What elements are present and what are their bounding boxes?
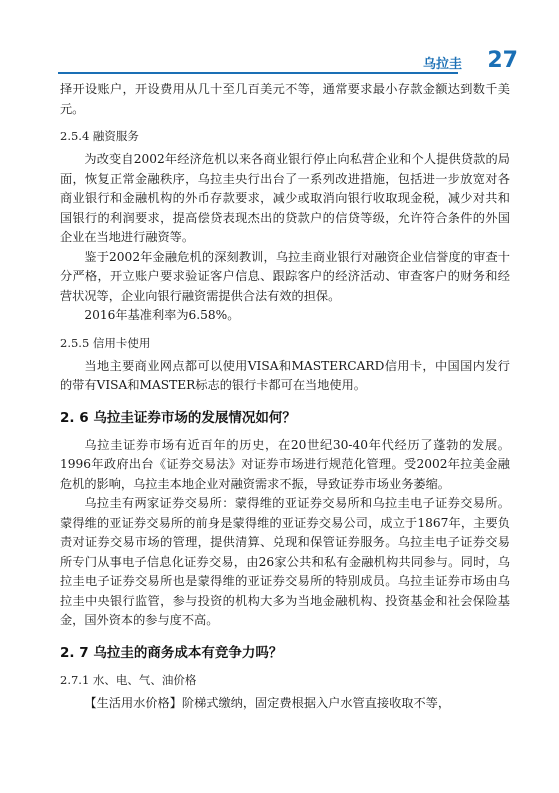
paragraph: 【生活用水价格】阶梯式缴纳，固定费根据入户水管直接收取不等， — [84, 695, 451, 710]
running-header-title: 乌拉圭 — [422, 57, 462, 72]
page-header — [58, 48, 518, 78]
section-heading: 2. 6 乌拉圭证券市场的发展情况如何？ — [60, 409, 296, 426]
paragraph: 2016年基准利率为6.58%。 — [84, 308, 240, 322]
subsection-heading: 2.5.5 信用卡使用 — [60, 335, 151, 350]
paragraph: 乌拉圭有两家证券交易所：蒙得维的亚证券交易所和乌拉圭电子证券交易所。蒙得维的亚证券交易所的前身是蒙得维的亚证券交易公司，成立于1867年，主要负责对证券交易市场的管理，提供清算、兑现和保管证券服务。乌拉圭电子证券交易所专门从事电子信息化证券交易，由26家公共和私有金融机构共同参与。同时，乌拉圭电子证券交易所也是蒙得维的亚证券交易所的特别成员。乌拉圭证券市场由乌拉圭中央银行监管，参与投资的机构大多为当地金融机构、投资基金和社会保险基金，国外资本的参与度不高。 — [60, 496, 510, 627]
subsection-heading: 2.5.4 融资服务 — [60, 129, 139, 143]
page-number: 27 — [487, 48, 518, 73]
header-rule — [58, 72, 458, 74]
subsection-heading: 2.7.1 水、电、气、油价格 — [60, 672, 197, 687]
paragraph: 为改变自2002年经济危机以来各商业银行停止向私营企业和个人提供贷款的局面，恢复正常金融秩序，乌拉圭央行出台了一系列改进措施，包括进一步放宽对各商业银行和金融机构的外币存款要求，减少或取消向银行收取现金税，减少对共和国银行的利润要求，提高偿贷表现杰出的贷款户的信贷等级，允许符合条件的外国企业在当地进行融资等。 — [60, 152, 510, 244]
page-body — [60, 80, 510, 713]
paragraph: 择开设账户，开设费用从几十至几百美元不等，通常要求最小存款金额达到数千美元。 — [60, 82, 510, 116]
section-heading: 2. 7 乌拉圭的商务成本有竞争力吗？ — [60, 644, 283, 661]
paragraph: 当地主要商业网点都可以使用VISA和MASTERCARD信用卡，中国国内发行的带有VISA和MASTER标志的银行卡都可在当地使用。 — [60, 358, 510, 392]
paragraph: 鉴于2002年金融危机的深刻教训，乌拉圭商业银行对融资企业信誉度的审查十分严格，开立账户要求验证客户信息、跟踪客户的经济活动、审查客户的财务和经营状况等，企业向银行融资需提供合法有效的担保。 — [60, 249, 510, 303]
paragraph: 乌拉圭证券市场有近百年的历史，在20世纪30-40年代经历了蓬勃的发展。1996年政府出台《证券交易法》对证券市场进行规范化管理。受2002年拉美金融危机的影响，乌拉圭本地企业对融资需求不振，导致证券市场业务萎缩。 — [60, 437, 510, 491]
